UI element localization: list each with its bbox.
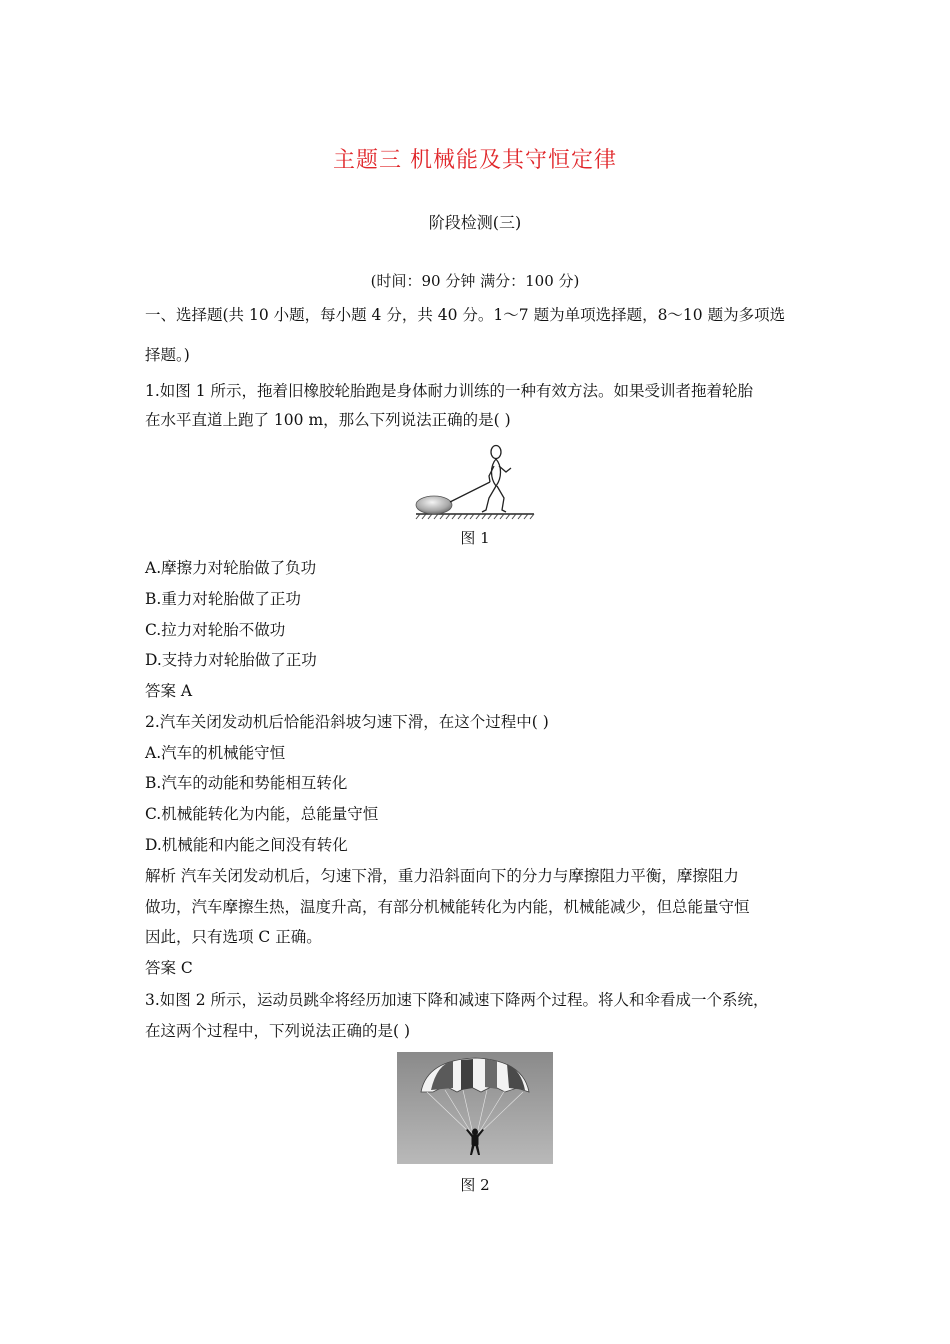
time-and-score-info: (时间：90 分钟 满分：100 分): [370, 272, 580, 290]
q2-analysis-line3: 因此，只有选项 C 正确。: [145, 928, 322, 946]
chapter-title: 主题三 机械能及其守恒定律: [333, 148, 617, 173]
q1-option-c: C.拉力对轮胎不做功: [145, 621, 286, 639]
figure-1-caption: 图 1: [460, 529, 490, 547]
q2-answer: 答案 C: [145, 959, 193, 977]
figure-2-caption: 图 2: [460, 1176, 490, 1194]
q2-option-a: A.汽车的机械能守恒: [145, 744, 286, 762]
q3-stem-line2: 在这两个过程中，下列说法正确的是( ): [145, 1022, 411, 1040]
q1-stem-line1: 1.如图 1 所示，拖着旧橡胶轮胎跑是身体耐力训练的一种有效方法。如果受训者拖着轮胎: [145, 382, 754, 400]
q1-option-d: D.支持力对轮胎做了正功: [145, 651, 317, 669]
q2-option-b: B.汽车的动能和势能相互转化: [145, 774, 348, 792]
q1-stem-line2: 在水平直道上跑了 100 m，那么下列说法正确的是( ): [145, 411, 511, 429]
q1-option-a: A.摩擦力对轮胎做了负功: [145, 559, 317, 577]
q1-option-b: B.重力对轮胎做了正功: [145, 590, 301, 608]
test-subtitle: 阶段检测(三): [428, 213, 522, 232]
section-heading-line1: 一、选择题(共 10 小题，每小题 4 分，共 40 分。1～7 题为单项选择题，8～10 题为多项选: [145, 306, 786, 324]
section-heading-line2: 择题。): [145, 346, 190, 364]
figure-2-parachute-photo: [397, 1052, 553, 1164]
q1-answer: 答案 A: [145, 682, 193, 700]
q2-stem: 2.汽车关闭发动机后恰能沿斜坡匀速下滑，在这个过程中( ): [145, 713, 549, 731]
q2-analysis-line1: 解析 汽车关闭发动机后，匀速下滑，重力沿斜面向下的分力与摩擦阻力平衡，摩擦阻力: [145, 867, 739, 885]
q2-option-c: C.机械能转化为内能，总能量守恒: [145, 805, 379, 823]
q3-stem-line1: 3.如图 2 所示，运动员跳伞将经历加速下降和减速下降两个过程。将人和伞看成一个系统，: [145, 991, 769, 1009]
q2-option-d: D.机械能和内能之间没有转化: [145, 836, 348, 854]
figure-1-tire-drag-illustration: [412, 440, 538, 522]
q2-analysis-line2: 做功，汽车摩擦生热，温度升高，有部分机械能转化为内能，机械能减少，但总能量守恒: [145, 898, 750, 916]
